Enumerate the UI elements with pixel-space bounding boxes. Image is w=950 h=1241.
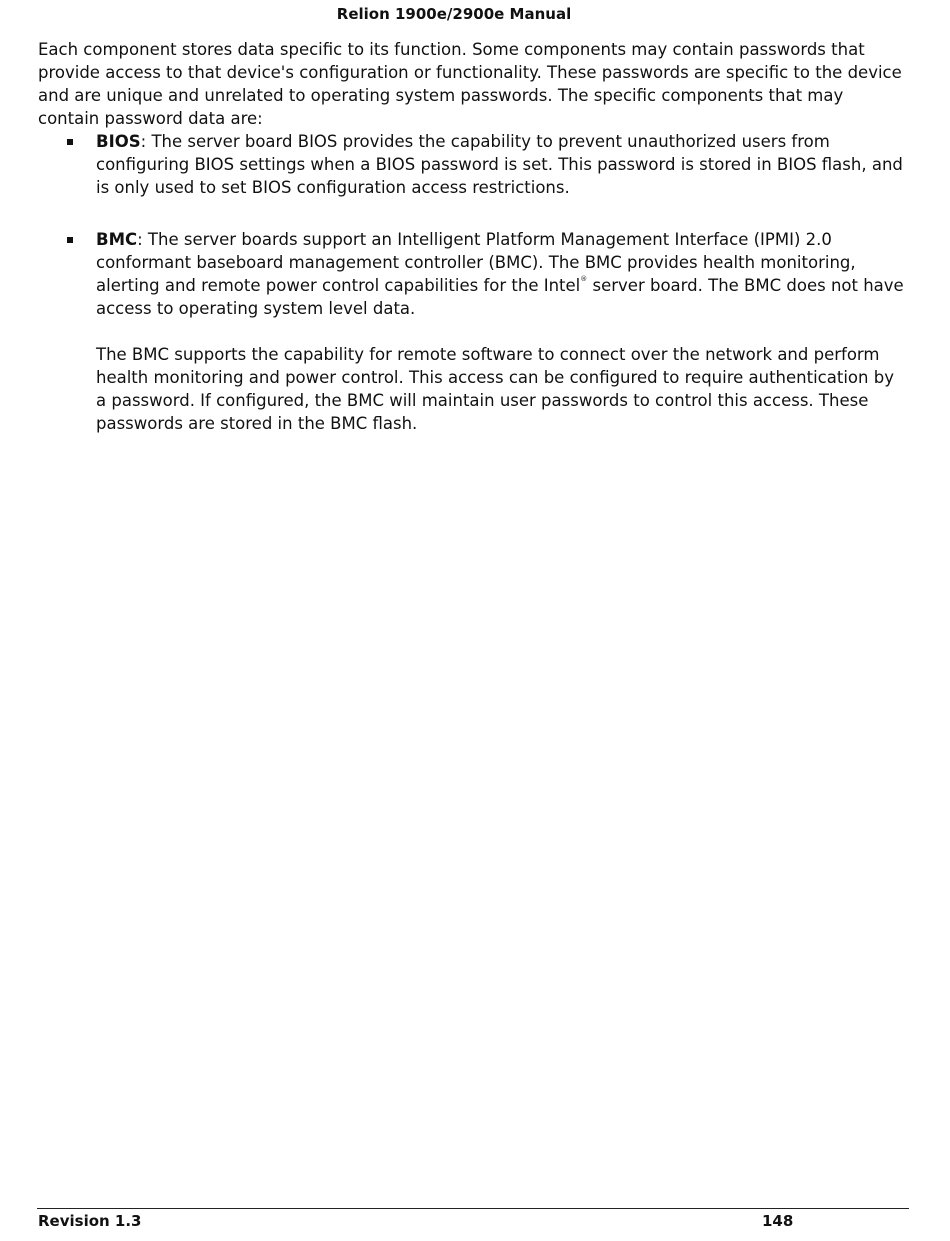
item-paragraph (96, 228, 908, 320)
footer-divider (37, 1208, 909, 1209)
list-item-bmc (38, 228, 908, 435)
list-item-bios (38, 130, 908, 199)
component-list (38, 130, 908, 435)
item-term: BMC (96, 230, 138, 249)
item-description: : The server boards support an Intelligent Platform Management Interface (IPMI) 2.0 conformant baseboard management controller (BMC). The BMC provides health monitoring, alerting and remote power control capabilities for the Intel (96, 230, 856, 295)
footer-page-number: 148 (762, 1212, 794, 1230)
item-description-continued: server board. The BMC does not have access to operating system level data. (96, 276, 904, 318)
footer-revision: Revision 1.3 (38, 1212, 142, 1230)
registered-mark: ® (580, 275, 588, 283)
page-header-title: Relion 1900e/2900e Manual (336, 5, 572, 23)
square-bullet-icon (67, 139, 73, 145)
item-description: : The server board BIOS provides the capability to prevent unauthorized users from configuring BIOS settings when a BIOS password is set. This password is stored in BIOS flash, and is only used to set BIOS configuration access restrictions. (96, 132, 903, 197)
document-body (38, 38, 908, 435)
item-sub-paragraph: The BMC supports the capability for remote software to connect over the network and perform health monitoring and power control. This access can be configured to require authentication by a password. If configured, the BMC will maintain user passwords to control this access. These passwords are stored in the BMC flash. (96, 345, 894, 433)
item-term: BIOS (96, 132, 141, 151)
intro-paragraph: Each component stores data specific to its function. Some components may contain passwords that provide access to that device's configuration or functionality. These passwords are specific to the device and are unique and unrelated to operating system passwords. The specific components that may contain password data are: (38, 40, 902, 128)
square-bullet-icon (67, 237, 73, 243)
